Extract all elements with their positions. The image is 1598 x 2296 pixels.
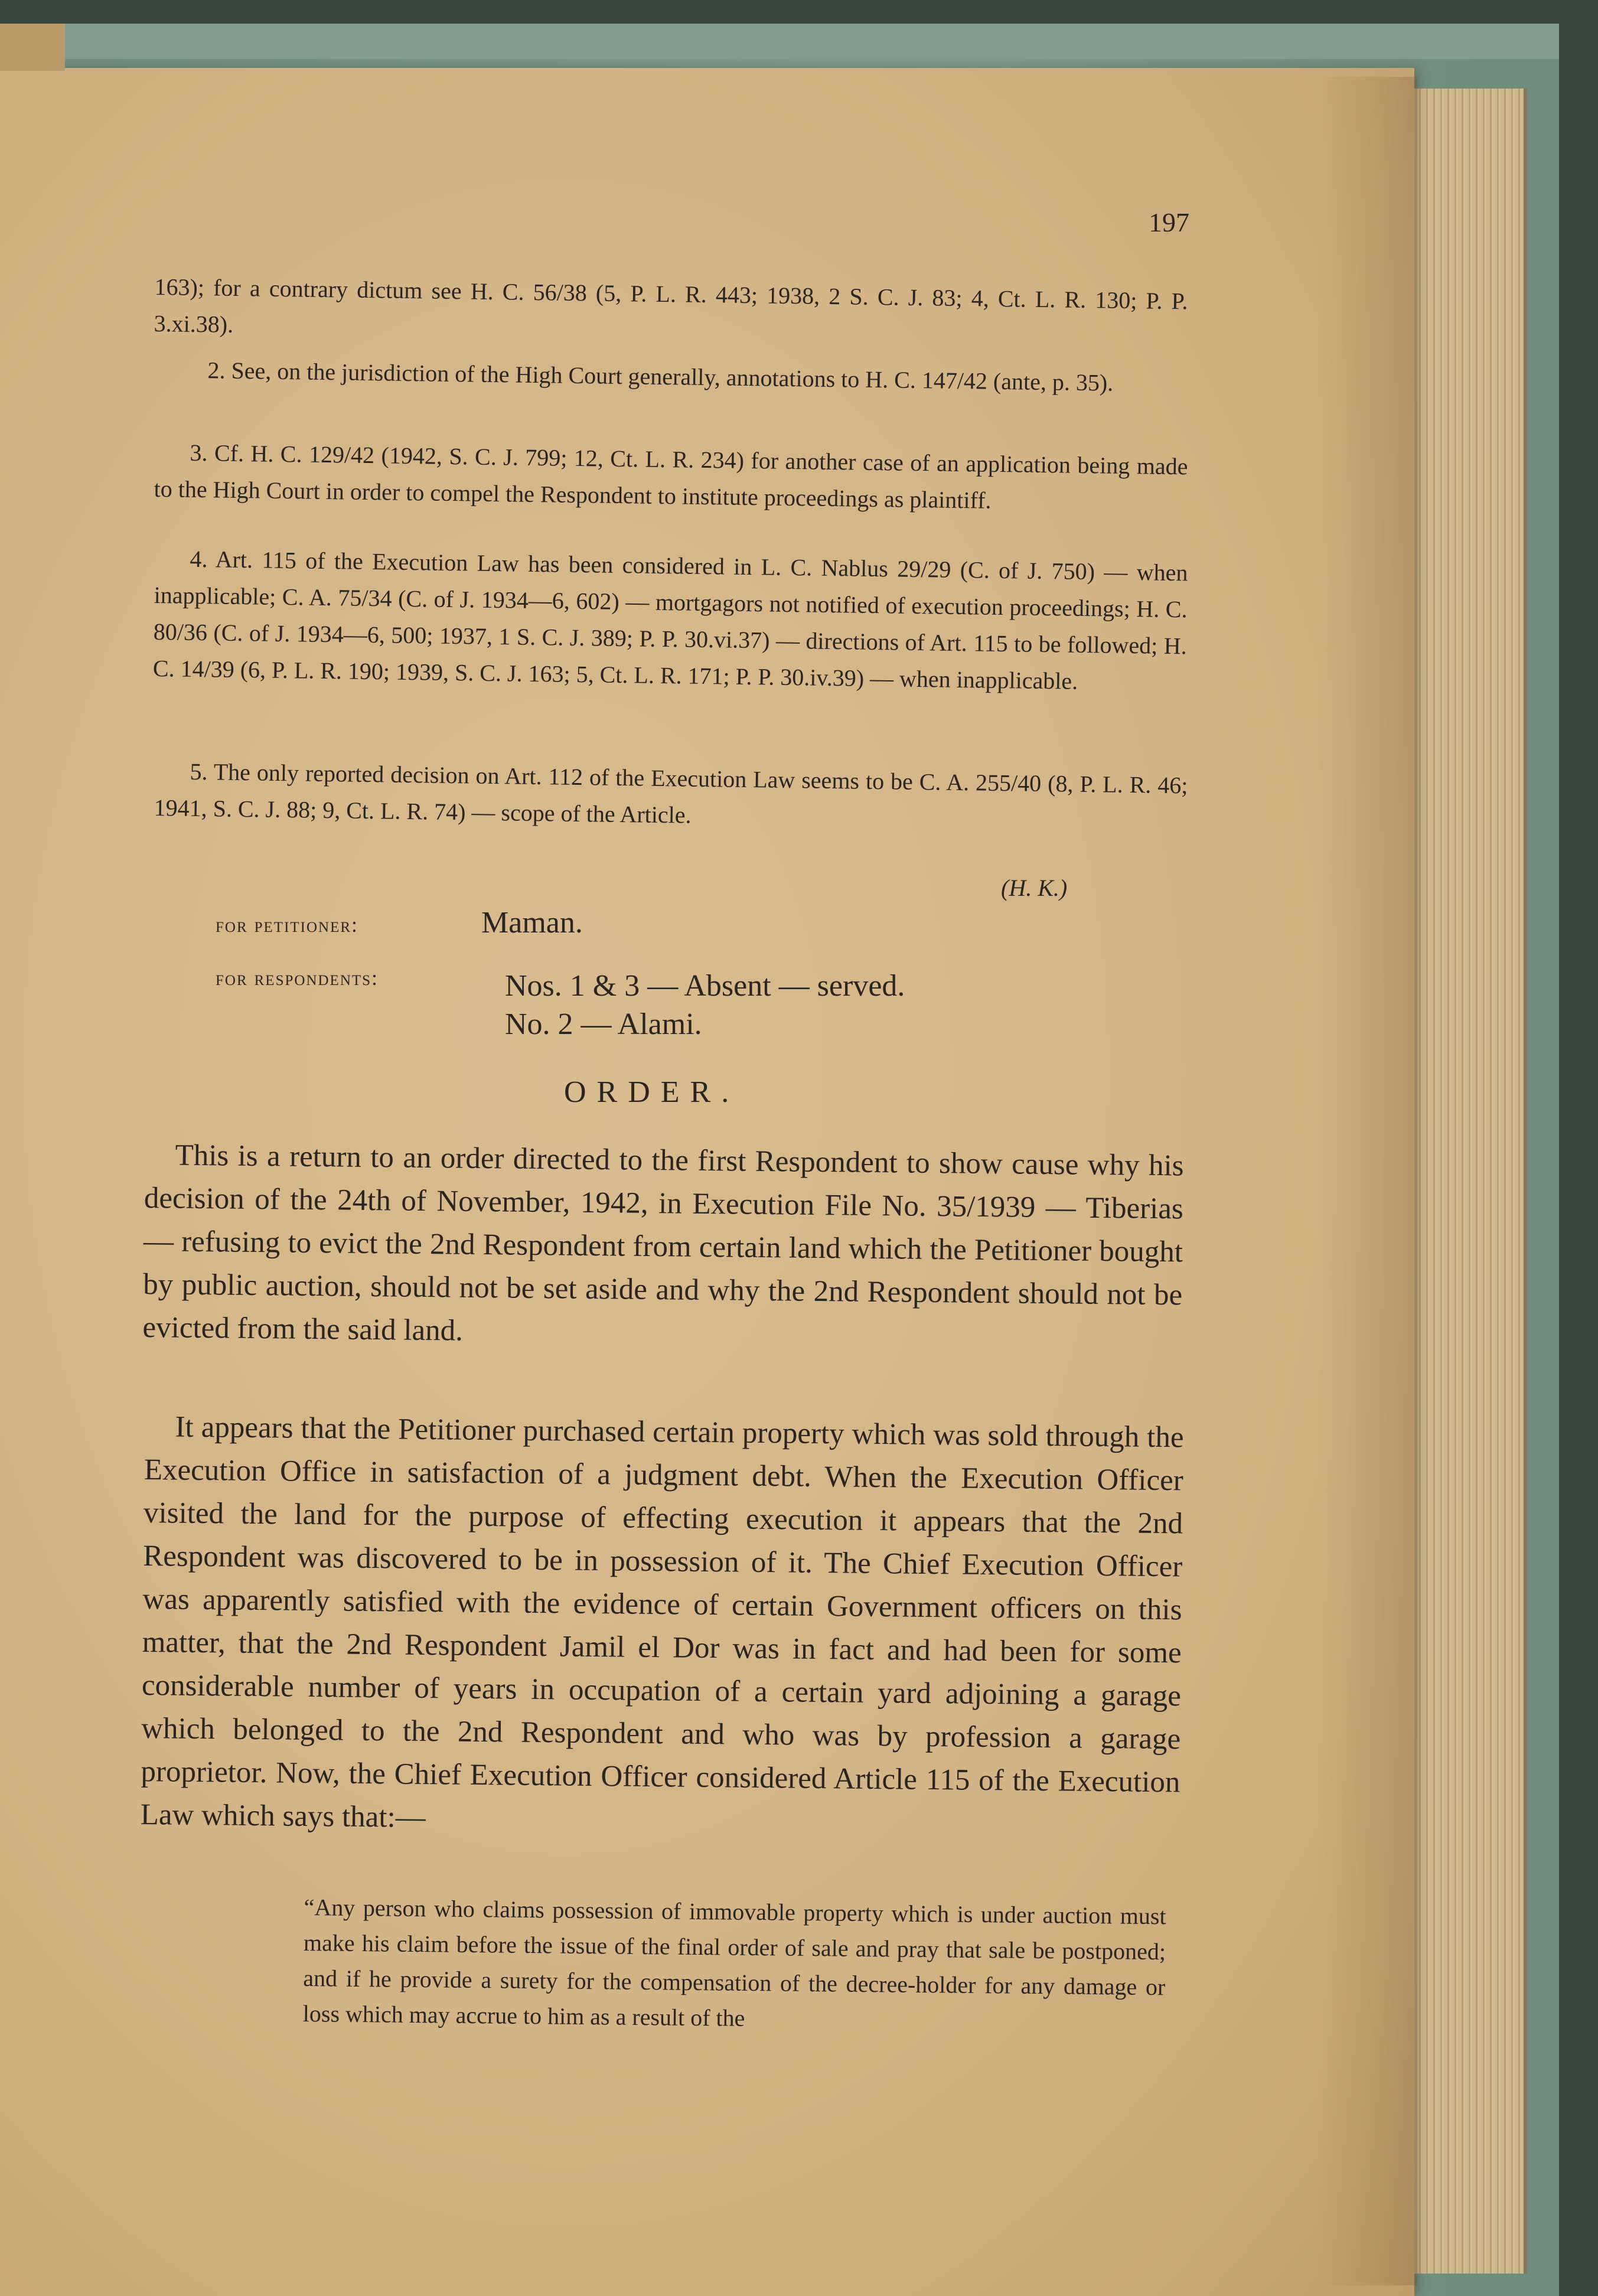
paragraph-text: This is a return to an order directed to the first Respondent to show cause why his decision of the 24th of November, 1942, in Execution File No. 35/1939 — Tiberias — refusing to evict the 2nd Respondent from certain land which the Petitioner bought by public auction, should not be set aside and why the 2nd Respondent should not be evicted from the said land. xyxy=(142,1139,1184,1348)
footnote-text: 4. Art. 115 of the Execution Law has been considered in L. C. Nablus 29/29 (C. of J. 750) — when inapplicable; C. A. 75/34 (C. of J. 1934—6, 602) — mortgagors not notified of execution proceedings; H. C. 80/36 (C. of J. 1934—6, 500; 1937, 1 S. C. J. 389; P. P. 30.vi.37) — directions of Art. 115 to be followed; H. C. 14/39 (6, P. L. R. 190; 1939, S. C. J. 163; 5, Ct. L. R. 171; P. P. 30.iv.39) — when inapplicable. xyxy=(152,545,1188,694)
footnote-3 xyxy=(154,434,1188,521)
footnote-text: 5. The only reported decision on Art. 112 of the Execution Law seems to be C. A. 255/40 (8, P. L. R. 46; 1941, S. C. J. 88; 9, Ct. L. R. 74) — scope of the Article. xyxy=(154,758,1188,829)
respondents-value-1: Nos. 1 & 3 — Absent — served. xyxy=(505,969,905,1003)
footnote-5 xyxy=(154,753,1188,840)
petitioner-value: Maman. xyxy=(481,906,583,940)
page-number: 197 xyxy=(1149,207,1189,237)
quoted-article xyxy=(302,1890,1166,2040)
page-gutter-shadow xyxy=(1317,77,1417,2285)
petitioner-label: for petitioner: xyxy=(216,913,359,937)
respondents-value-2: No. 2 — Alami. xyxy=(505,1007,702,1041)
footnote-4 xyxy=(153,540,1188,701)
quote-text: “Any person who claims possession of immovable property which is under auction must make his claim before the issue of the final order of sale and pray that sale be postponed; and if he provide a surety for the compensation of the decree-holder for any damage or loss which may accrue to him as a result of the xyxy=(302,1893,1166,2031)
footnote-text: 2. See, on the jurisdiction of the High Court generally, annotations to H. C. 147/42 (ante, p. 35). xyxy=(207,357,1114,396)
order-heading: ORDER. xyxy=(564,1075,740,1109)
body-paragraph-1 xyxy=(142,1134,1184,1360)
cover-edge xyxy=(0,24,1559,59)
attribution: (H. K.) xyxy=(1001,875,1068,901)
body-paragraph-2 xyxy=(140,1405,1184,1847)
footnote-text: 163); for a contrary dictum see H. C. 56/38 (5, P. L. R. 443; 1938, 2 S. C. J. 83; 4, Ct. L. R. 130; P. P. 3.xi.38). xyxy=(154,273,1188,338)
footnote-text: 3. Cf. H. C. 129/42 (1942, S. C. J. 799; 12, Ct. L. R. 234) for another case of an application being made to the High Court in order to compel the Respondent to institute proceedings as plaintiff. xyxy=(154,439,1188,514)
page-corner xyxy=(0,24,65,71)
respondents-label: for respondents: xyxy=(216,966,379,990)
footnote-1 xyxy=(154,269,1188,356)
paragraph-text: It appears that the Petitioner purchased certain property which was sold through the Execution Office in satisfaction of a judgment debt. When the Execution Officer visited the land for the purpose of effecting execution it appears that the 2nd Respondent was discovered to be in possession of it. The Chief Execution Officer was apparently satisfied with the evidence of certain Government officers on this matter, that the 2nd Respondent Jamil el Dor was in fact and had been for some considerable number of years in occupation of a certain yard adjoining a garage which belonged to the 2nd Respondent and who was by profession a garage proprietor. Now, the Chief Execution Officer considered Article 115 of the Execution Law which says that:— xyxy=(140,1410,1184,1835)
